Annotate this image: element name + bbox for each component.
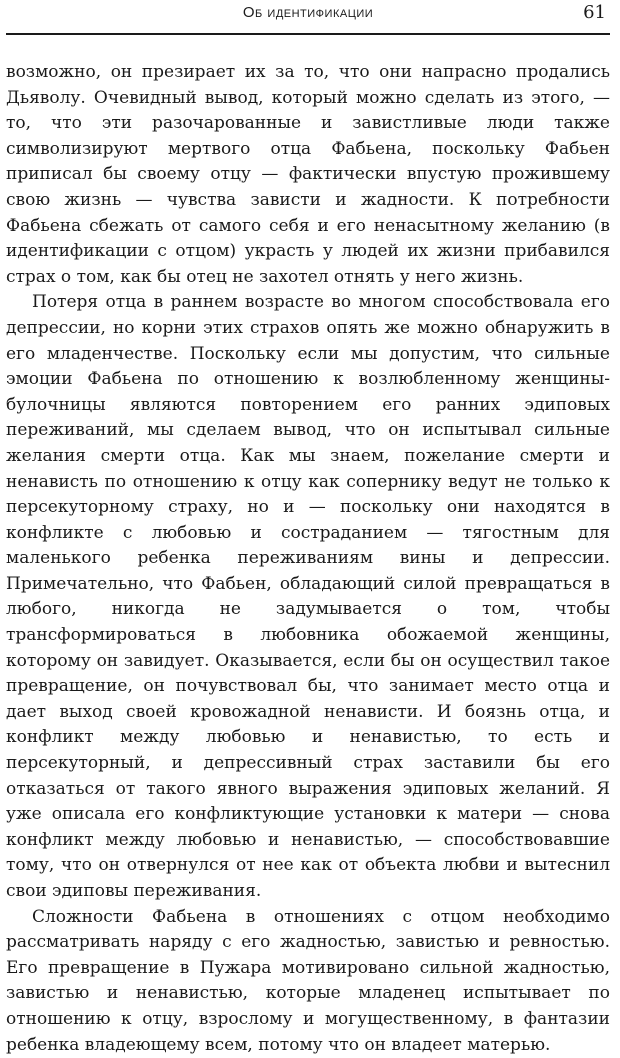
body-text — [6, 60, 610, 1058]
paragraph-1: возможно, он презирает их за то, что они напрасно продались Дьяволу. Очевидный вывод, который можно сделать из этого, — то, что эти разочарованные и завистливые люди также символизируют мертвого отца Фабьена, поскольку Фабьен приписал бы своему отцу — фактически впустую прожившему свою жизнь — чувства зависти и жадности. К потребности Фабьена сбежать от самого себя и его ненасытному желанию (в идентификации с отцом) украсть у людей их жизни прибавился страх о том, как бы отец не захотел отнять у него жизнь. — [6, 62, 610, 287]
page-number: 61 — [583, 2, 606, 23]
paragraph-3: Сложности Фабьена в отношениях с отцом необходимо рассматривать наряду с его жадностью, завистью и ревностью. Его превращение в Пужара мотивировано сильной жадностью, завистью и ненавистью, которые младенец испытывает по отношению к отцу, взрослому и могущественному, в фантазии ребенка владеющему всем, потому что он владеет матерью. — [6, 906, 610, 1055]
page-header — [6, 0, 610, 30]
header-rule — [6, 33, 610, 35]
running-title: Об идентификации — [242, 4, 374, 21]
paragraph-2: Потеря отца в раннем возрасте во многом способствовала его депрессии, но корни этих страхов опять же можно обнаружить в его младенчестве. Поскольку если мы допустим, что сильные эмоции Фабьена по отношению к возлюбленному женщины-булочницы являются повторением его ранних эдиповых переживаний, мы сделаем вывод, что он испытывал сильные желания смерти отца. Как мы знаем, пожелание смерти и ненависть по отношению к отцу как сопернику ведут не только к персекуторному страху, но и — поскольку они находятся в конфликте с любовью и состраданием — тягостным для маленького ребенка переживаниям вины и депрессии. Примечательно, что Фабьен, обладающий силой превращаться в любого, никогда не задумывается о том, чтобы трансформироваться в любовника обожаемой женщины, которому он завидует. Оказывается, если бы он осуществил такое превращение, он почувствовал бы, что занимает место отца и дает выход своей кровожадной ненависти. И боязнь отца, и конфликт между любовью и ненавистью, то есть и персекуторный, и депрессивный страх заставили бы его отказаться от такого явного выражения эдиповых желаний. Я уже описала его конфликтующие установки к матери — снова конфликт между любовью и ненавистью, — способствовавшие тому, что он отвернулся от нее как от объекта любви и вытеснил свои эдиповы переживания. — [6, 292, 610, 901]
